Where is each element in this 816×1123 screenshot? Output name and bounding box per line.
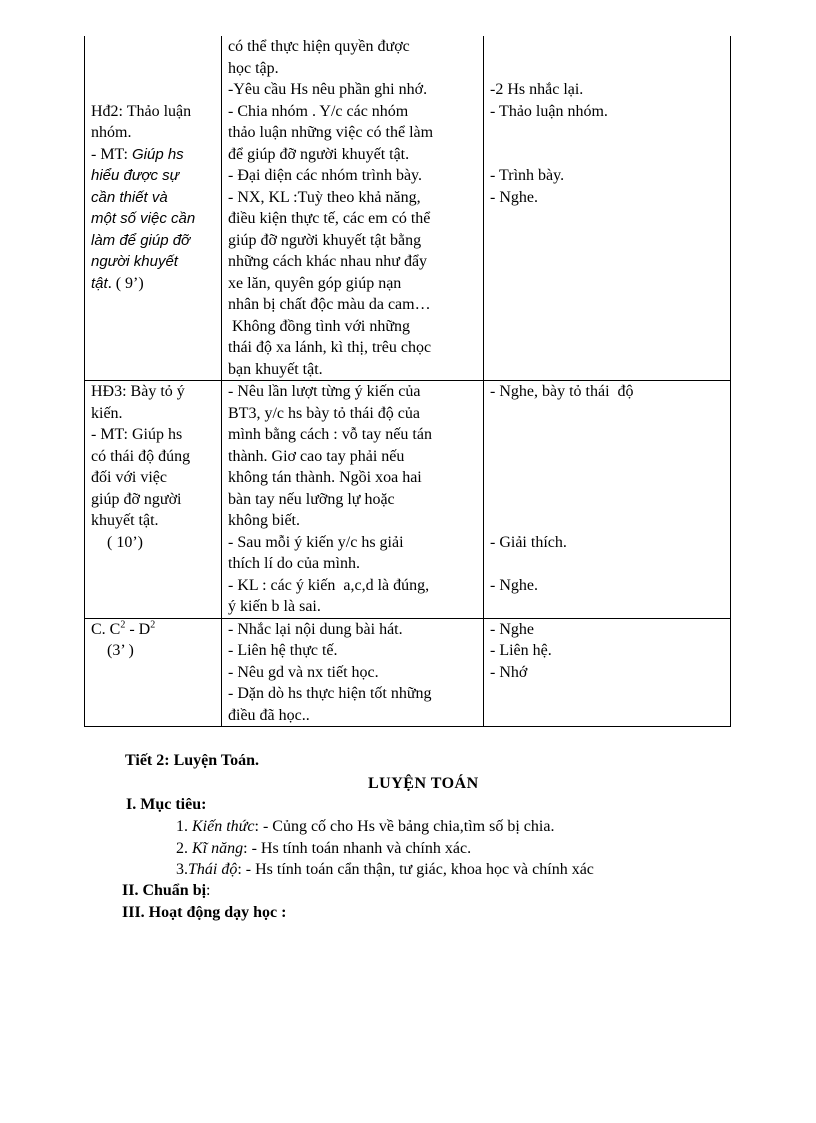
cell-line: học tập. — [228, 59, 279, 77]
cell-line: - Chia nhóm . Y/c các nhóm — [228, 102, 409, 120]
objective-item — [176, 838, 471, 860]
cell-line — [91, 58, 215, 80]
page-title: LUYỆN TOÁN — [368, 775, 479, 792]
cell-line: - Nêu lần lượt từng ý kiến của — [228, 383, 421, 400]
time-text: (3’ ) — [91, 642, 134, 659]
objective-item — [176, 816, 554, 838]
cell-line: bạn khuyết tật. — [228, 360, 323, 378]
item-text: : - Hs tính toán cẩn thận, tư giác, khoa học và chính xác — [237, 861, 594, 878]
cell-line — [490, 467, 724, 489]
cell-line: BT3, y/c hs bày tỏ thái độ của — [228, 404, 420, 422]
teacher-cell — [222, 36, 484, 381]
student-cell — [484, 618, 731, 727]
cell-line — [490, 36, 724, 58]
lesson-heading: Tiết 2: Luyện Toán. — [125, 752, 259, 769]
cell-line: - Liên hệ. — [490, 642, 552, 659]
cell-line — [91, 36, 215, 58]
cell-line: ( 10’) — [91, 533, 143, 551]
table-row — [85, 36, 731, 381]
cell-line: không biết. — [228, 512, 300, 529]
cell-line: - Dặn dò hs thực hiện tốt những — [228, 685, 432, 702]
cell-line — [490, 489, 724, 511]
objective-text: cần thiết và — [91, 188, 168, 206]
cell-line: - Liên hệ thực tế. — [228, 642, 338, 659]
cell-line: giúp đỡ người khuyết tật bằng — [228, 231, 422, 249]
item-label: Kĩ năng — [192, 840, 244, 857]
item-text: : - Hs tính toán nhanh và chính xác. — [243, 840, 472, 857]
objective-text: tật — [91, 274, 108, 292]
cell-line: - Giải thích. — [490, 533, 567, 551]
cell-line — [490, 446, 724, 468]
cell-line: kiến. — [91, 404, 123, 422]
cell-line: - Nhớ — [490, 663, 528, 681]
cell-line — [91, 619, 215, 641]
cell-line: - Nhắc lại nội dung bài hát. — [228, 620, 403, 638]
cell-line: thái độ xa lánh, kì thị, trêu chọc — [228, 339, 432, 356]
cell-line — [490, 403, 724, 425]
student-cell — [484, 381, 731, 619]
cell-line: những cách khác nhau như đẩy — [228, 253, 428, 270]
item-text: : - Củng cố cho Hs về bảng chia,tìm số bị chia. — [254, 818, 555, 835]
item-label: Kiến thức — [192, 818, 255, 835]
cell-line: - NX, KL :Tuỳ theo khả năng, — [228, 188, 421, 206]
cell-line: - Nghe, bày tỏ thái độ — [490, 383, 634, 400]
objective-text: làm để giúp đỡ — [91, 231, 191, 249]
objective-text: hiểu được sự — [91, 167, 180, 184]
objective-item — [176, 859, 594, 881]
item-number: 1. — [176, 818, 192, 835]
item-label: Thái độ — [188, 861, 238, 878]
section-heading-activities: III. Hoạt động dạy học : — [122, 904, 287, 921]
cell-line: -2 Hs nhắc lại. — [490, 81, 584, 98]
objective-text: người khuyết — [91, 253, 178, 270]
table-row — [85, 381, 731, 619]
cell-line: không tán thành. Ngồi xoa hai — [228, 469, 422, 486]
activity-cell — [85, 381, 222, 619]
activity-cell — [85, 36, 222, 381]
table-row — [85, 618, 731, 727]
objective-text: một số việc cần — [91, 210, 196, 227]
cell-line: - Nghe. — [490, 188, 538, 206]
cell-line: đối với việc — [91, 469, 167, 486]
cell-line: điều đã học.. — [228, 706, 310, 724]
student-cell — [484, 36, 731, 381]
cell-line: để giúp đỡ người khuyết tật. — [228, 145, 410, 163]
cell-line: thích lí do của mình. — [228, 555, 360, 572]
cell-line: - KL : các ý kiến a,c,d là đúng, — [228, 576, 430, 594]
cell-line: Không đồng tình với những — [228, 317, 411, 335]
cell-line — [91, 144, 215, 166]
cell-line: - Sau mỗi ý kiến y/c hs giải — [228, 533, 404, 551]
cell-line: có thái độ đúng — [91, 447, 191, 465]
teacher-cell — [222, 381, 484, 619]
section-heading-preparation — [122, 880, 211, 902]
cell-line: xe lăn, quyên góp giúp nạn — [228, 274, 402, 292]
superscript: 2 — [120, 619, 126, 631]
cell-line: bàn tay nếu lưỡng lự hoặc — [228, 490, 395, 508]
cell-line: có thể thực hiện quyền được — [228, 38, 410, 55]
cell-line: điều kiện thực tế, các em có thể — [228, 210, 431, 227]
cell-line: khuyết tật. — [91, 512, 159, 529]
cell-line: giúp đỡ người — [91, 490, 182, 508]
superscript: 2 — [150, 619, 156, 631]
cell-line — [490, 553, 724, 575]
cell-line: - Trình bày. — [490, 167, 565, 184]
section-label: - D — [125, 620, 151, 638]
section-heading-objectives: I. Mục tiêu: — [126, 796, 207, 813]
cell-line — [91, 79, 215, 101]
item-number: 2. — [176, 840, 192, 857]
item-number: 3. — [176, 861, 188, 878]
cell-line — [490, 424, 724, 446]
cell-line: - Nêu gd và nx tiết học. — [228, 663, 379, 681]
cell-line: - Nghe — [490, 620, 534, 638]
heading-colon: : — [206, 882, 211, 899]
cell-line — [490, 510, 724, 532]
heading-text: II. Chuẩn bị — [122, 882, 207, 899]
cell-line: Hđ2: Thảo luận — [91, 102, 192, 120]
cell-line: HĐ3: Bày tỏ ý — [91, 383, 185, 400]
objective-text: Giúp hs — [131, 145, 184, 163]
cell-line: nhóm. — [91, 124, 132, 141]
cell-line — [91, 273, 215, 295]
cell-line — [490, 58, 724, 80]
cell-line: - Nghe. — [490, 576, 538, 594]
activity-cell — [85, 618, 222, 727]
lesson-table — [84, 36, 731, 727]
section-label: C. C — [91, 620, 121, 638]
cell-line: mình bằng cách : vỗ tay nếu tán — [228, 426, 432, 443]
cell-line: ý kiến b là sai. — [228, 598, 321, 615]
cell-line: -Yêu cầu Hs nêu phần ghi nhớ. — [228, 81, 428, 98]
mt-label: - MT: — [91, 145, 132, 163]
cell-line — [490, 144, 724, 166]
cell-line: thành. Giơ cao tay phải nếu — [228, 447, 405, 465]
teacher-cell — [222, 618, 484, 727]
cell-line: - Thảo luận nhóm. — [490, 102, 608, 120]
cell-line: nhân bị chất độc màu da cam… — [228, 296, 431, 313]
cell-line: - MT: Giúp hs — [91, 426, 183, 443]
cell-line: - Đại diện các nhóm trình bày. — [228, 167, 423, 184]
time-text: . ( 9’) — [107, 274, 144, 292]
cell-line: thảo luận những việc có thể làm — [228, 124, 434, 141]
cell-line — [490, 122, 724, 144]
